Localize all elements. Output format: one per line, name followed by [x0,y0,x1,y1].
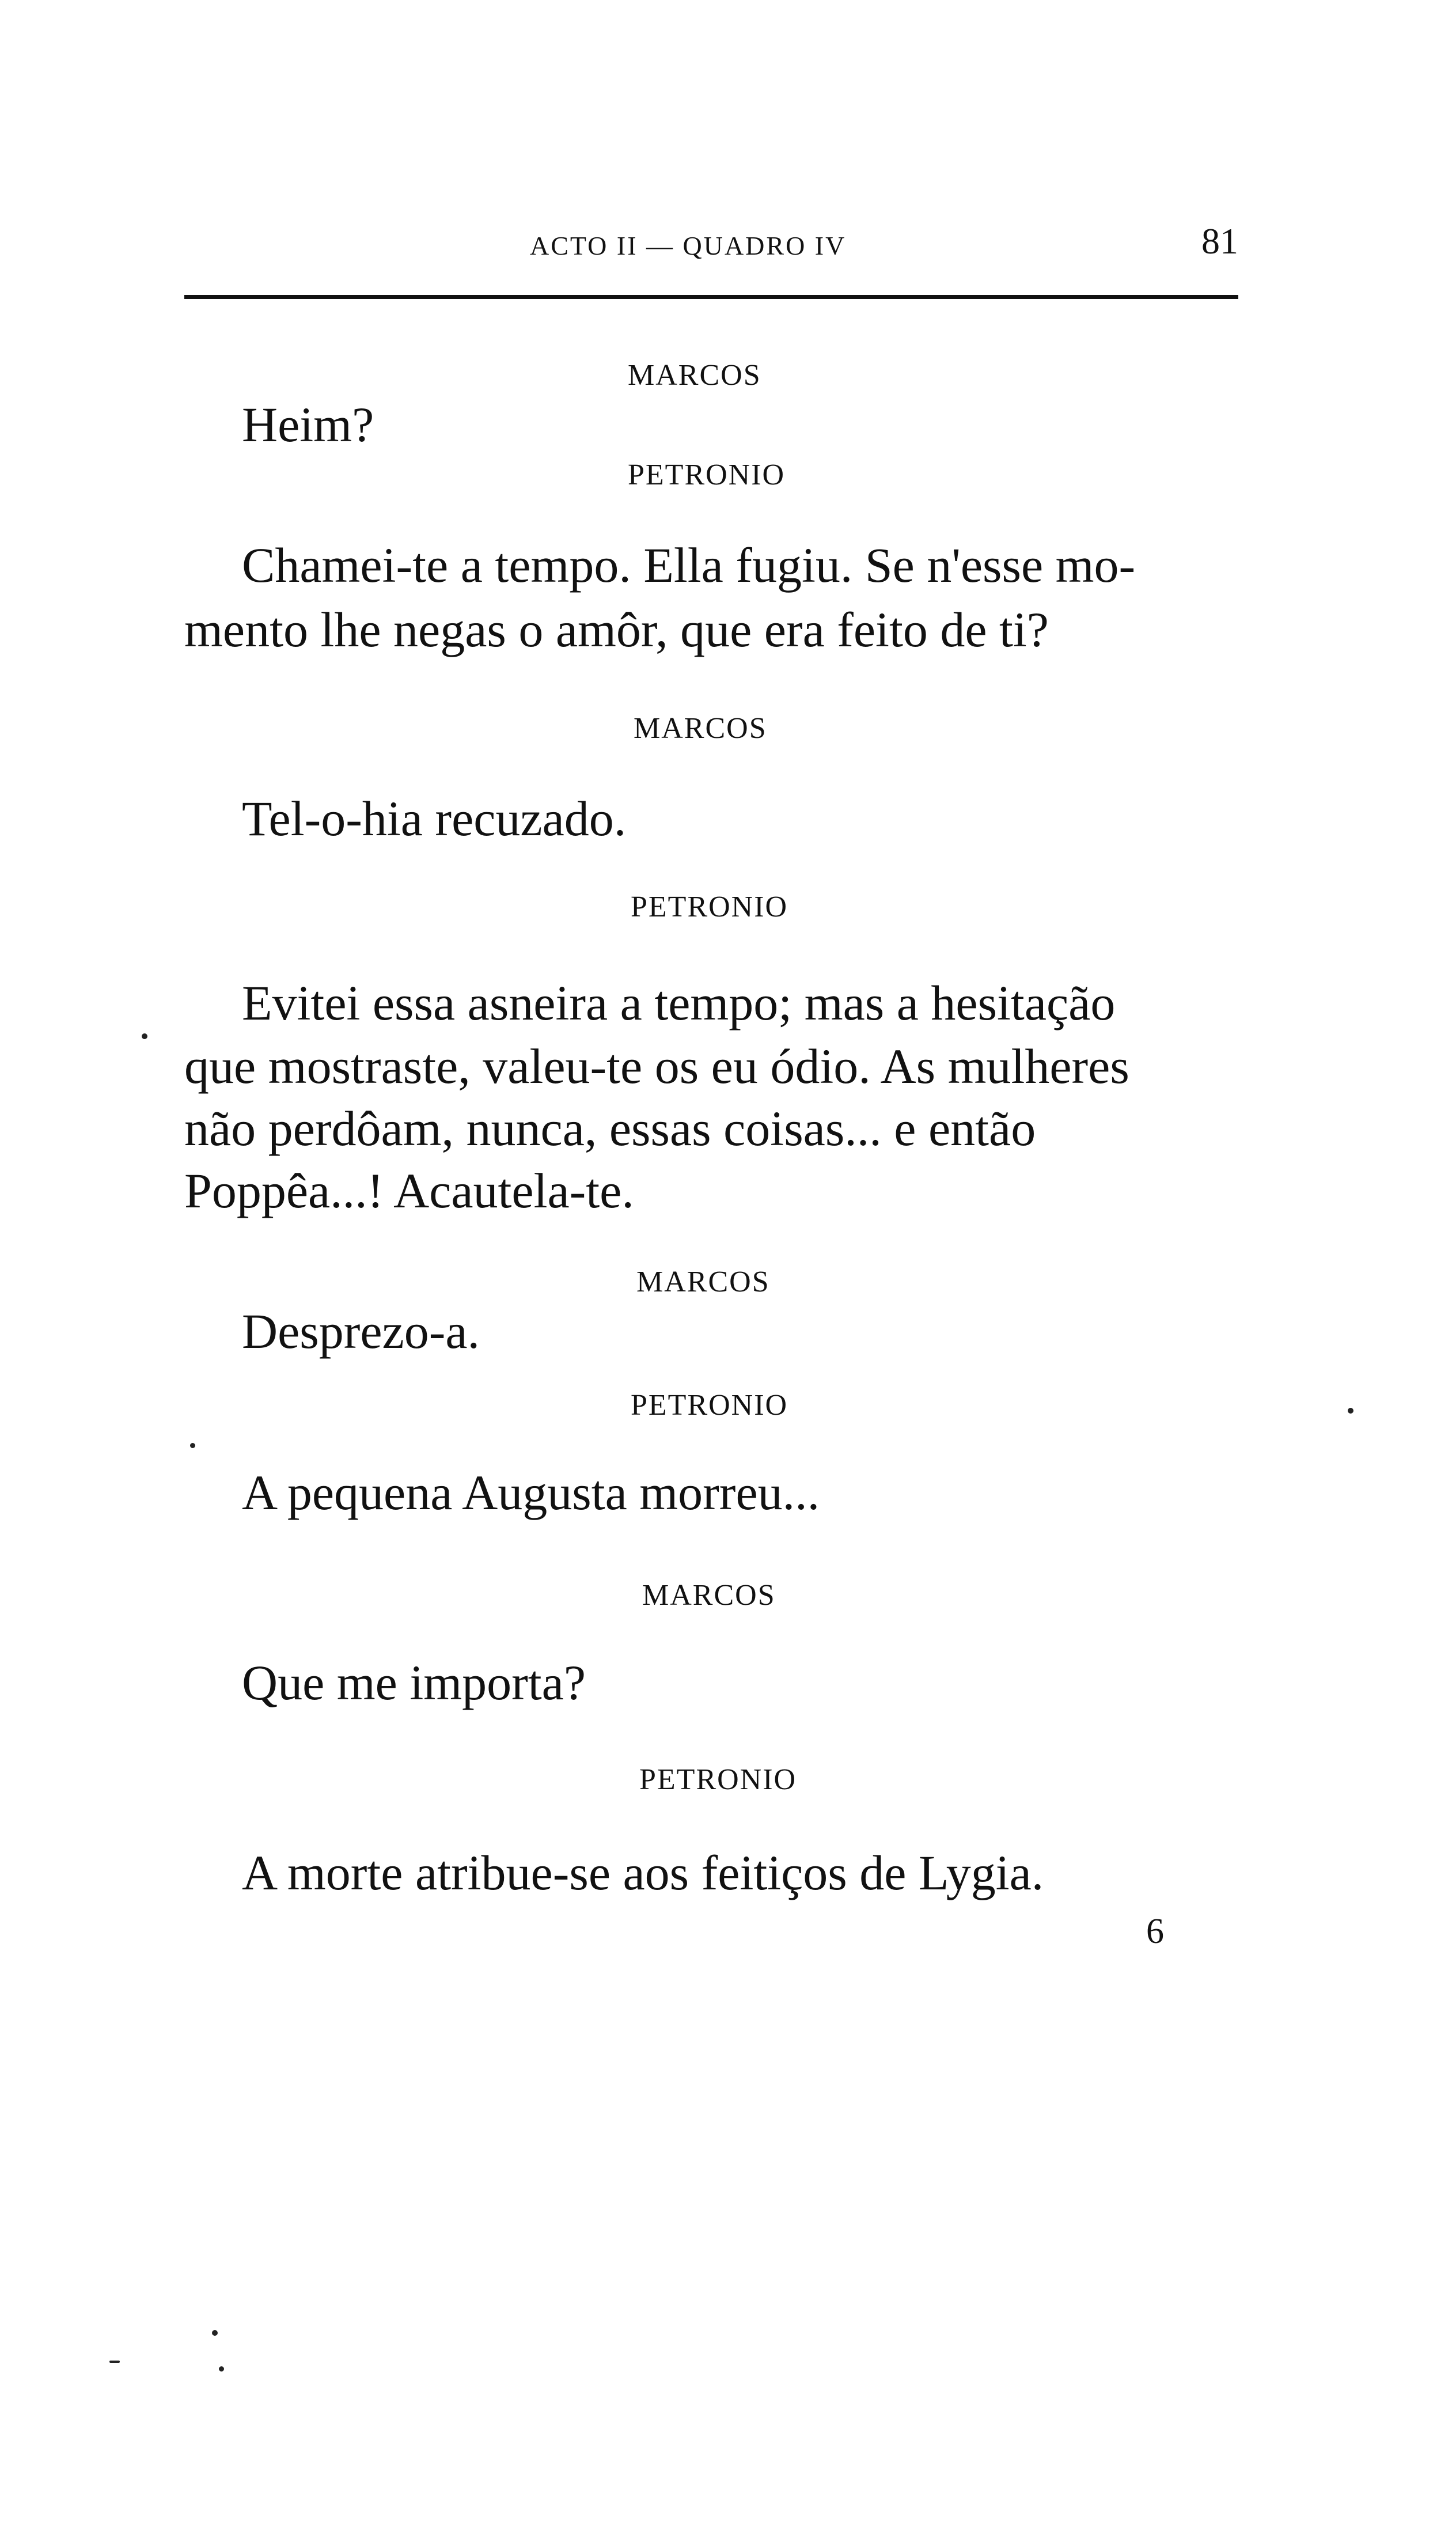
dialogue-line: A pequena Augusta morreu... [242,1465,820,1520]
dialogue-line: Que me importa? [242,1655,586,1710]
speaker-name: MARCOS [636,1266,770,1298]
header-rule [184,295,1238,299]
dialogue-line: Evitei essa asneira a tempo; mas a hesitação [242,975,1116,1031]
dialogue-line: A morte atribue-se aos feitiços de Lygia. [242,1845,1044,1900]
dialogue-line: Poppêa...! Acautela-te. [184,1163,634,1218]
dialogue-line: mento lhe negas o amôr, que era feito de ti? [184,602,1049,657]
dialogue-line: não perdôam, nunca, essas coisas... e então [184,1101,1036,1156]
signature-mark: 6 [1146,1912,1164,1951]
speaker-name: MARCOS [634,712,767,745]
speaker-name: PETRONIO [639,1763,797,1796]
speaker-name: MARCOS [628,359,761,392]
dialogue-line: Tel-o-hia recuzado. [242,791,627,846]
speaker-name: PETRONIO [631,891,788,923]
page-number: 81 [1201,221,1238,262]
dialogue-line: que mostraste, valeu-te os eu ódio. As mulheres [184,1039,1129,1094]
print-speck [1348,1408,1353,1414]
page-header [184,219,1238,288]
dialogue-line: Desprezo-a. [242,1304,480,1359]
print-speck [219,2366,224,2372]
running-head: ACTO II — QUADRO IV [530,231,847,260]
speaker-name: PETRONIO [628,459,786,491]
dialogue-line: Chamei-te a tempo. Ella fugiu. Se n'esse mo- [242,537,1136,593]
speaker-name: PETRONIO [631,1389,788,1422]
print-speck [109,2361,120,2363]
dialogue-line: Heim? [242,397,374,452]
print-speck [190,1443,195,1448]
speaker-name: MARCOS [642,1579,776,1612]
print-speck [142,1033,147,1039]
print-speck [212,2330,218,2336]
